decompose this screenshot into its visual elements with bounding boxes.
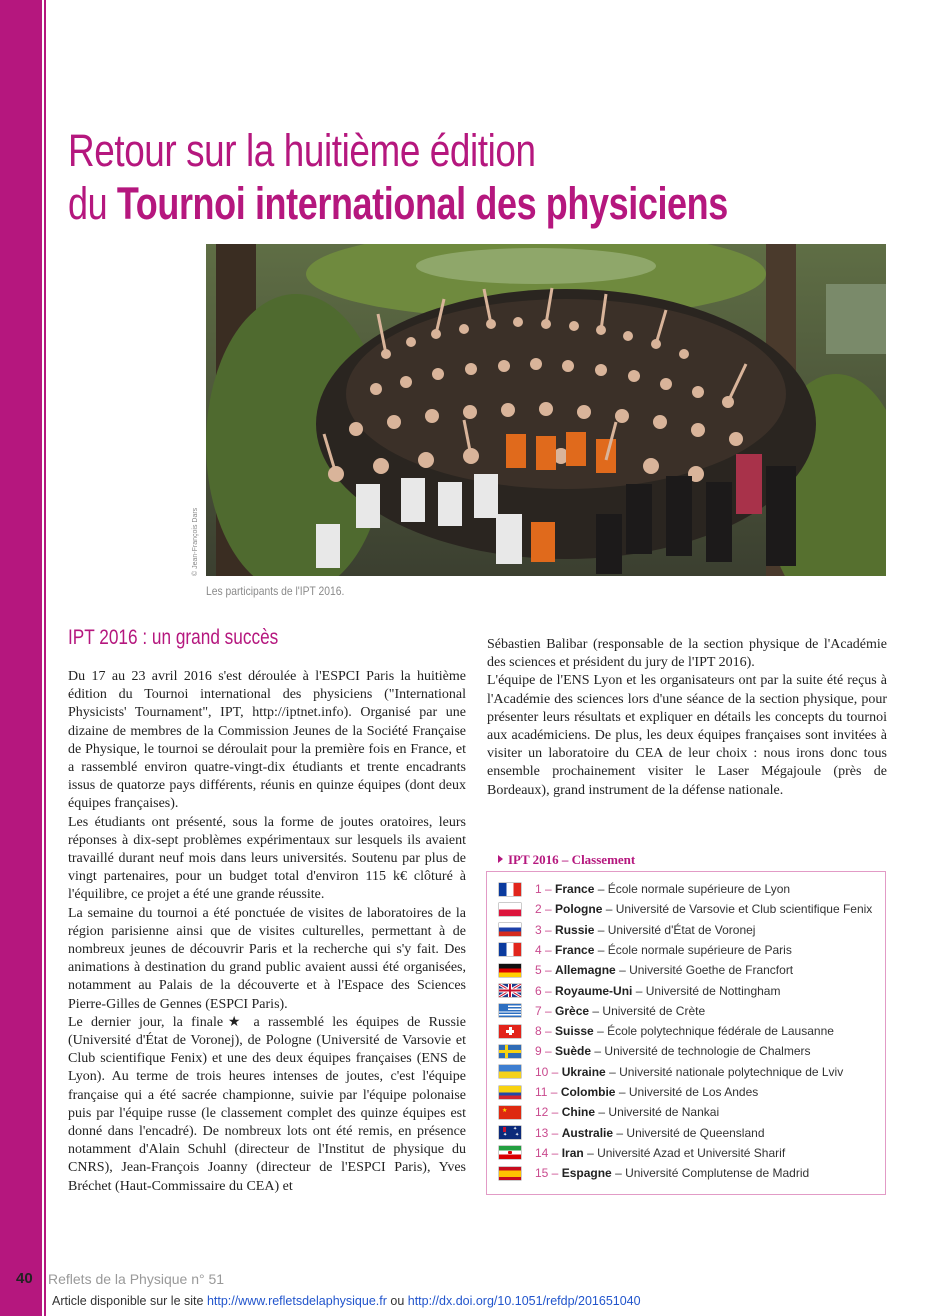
page-number: 40: [16, 1270, 33, 1287]
rank-number: 2 –: [535, 902, 552, 917]
rank-university: – Université de Crète: [592, 1003, 706, 1018]
rank-number: 8 –: [535, 1024, 552, 1039]
ranking-row: [499, 940, 879, 960]
ranking-row: [499, 1021, 879, 1041]
article-availability: [52, 1294, 641, 1308]
ranking-row: [499, 1123, 879, 1143]
ranking-title-text: IPT 2016 – Classement: [508, 852, 636, 867]
rank-university: – Université de Nottingham: [635, 983, 781, 998]
rank-country: Australie: [561, 1125, 614, 1140]
rank-number: 11 –: [535, 1085, 558, 1099]
flag-australia-icon: ✦ ✦ ✦: [499, 1126, 521, 1139]
rank-university: – Université de Nankai: [598, 1105, 720, 1120]
article-title: [68, 124, 908, 230]
rank-university: – Université de Queensland: [616, 1125, 765, 1140]
section-heading: IPT 2016 : un grand succès: [68, 626, 279, 649]
paragraph: Le dernier jour, la finale★ a rassemblé les équipes de Russie (Université d'État de Voronej), de Pologne (Université de Varsovie et Club scientifique Fenix) et une des deux équipes françaises (ENS de Lyon). Au terme de trois heures intenses de joutes, c'est l'équipe française qui a été sacrée championne, suivie par l'équipe polonaise puis par l'équipe russe (le classement complet des quinze équipes est donné dans l'encadré). De nombreux lots ont été remis, en présence notamment d'Alain Schuhl (directeur de l'Institut de physique du CNRS), Jean-François Joanny (directeur de l'ESPCI Paris), Yves Bréchet (Haut-Commissaire du CEA) et: [68, 1014, 466, 1194]
rank-number: 12 –: [535, 1105, 559, 1120]
paragraph: Du 17 au 23 avril 2016 s'est déroulée à l'ESPCI Paris la huitième édition du Tournoi international des physiciens ("International Physicists' Tournament", IPT, http://iptnet.info). Organisé par une dizaine de membres de la Commission Jeunes de la Société Française de Physique, le tournoi se déroulait pour la première fois en France, et a rassemblé environ quatre-vingt-dix étudiants et trente encadrants issus de quatorze pays différents, réunis en quinze équipes (dont deux équipes françaises).: [68, 669, 466, 812]
rank-country: Suisse: [555, 1024, 594, 1039]
flag-germany-icon: [499, 964, 521, 977]
ranking-row: [499, 1163, 879, 1183]
ranking-row: [499, 920, 879, 940]
site-link[interactable]: http://www.refletsdelaphysique.fr: [206, 1294, 387, 1308]
rank-university: – Université de Varsovie et Club scientifique Fenix: [605, 902, 873, 917]
triangle-icon: [498, 855, 503, 863]
rank-number: 10 –: [535, 1064, 559, 1079]
photo-credit: © Jean-François Dars: [192, 507, 199, 576]
flag-spain-icon: [499, 1167, 521, 1180]
ranking-row: [499, 1082, 879, 1102]
rank-university: – École polytechnique fédérale de Lausanne: [597, 1024, 834, 1039]
ranking-row: [499, 1041, 879, 1061]
rank-country: Royaume-Uni: [555, 983, 633, 998]
rank-country: Grèce: [555, 1003, 590, 1018]
rank-number: 3 –: [535, 922, 552, 937]
rank-university: – Université Azad et Université Sharif: [587, 1145, 786, 1160]
ranking-row: [499, 899, 879, 919]
title-line-1: Retour sur la huitième édition: [68, 125, 536, 176]
flag-united-kingdom-icon: [499, 984, 521, 997]
ranking-row: [499, 1102, 879, 1122]
rank-number: 7 –: [535, 1003, 552, 1018]
rank-university: – Université de technologie de Chalmers: [594, 1044, 811, 1059]
rank-country: Allemagne: [555, 963, 616, 978]
flag-china-icon: ★: [499, 1106, 521, 1119]
flag-switzerland-icon: [499, 1025, 521, 1038]
magazine-name: Reflets de la Physique n° 51: [48, 1271, 225, 1287]
title-bold: Tournoi international des physiciens: [116, 178, 728, 229]
rank-country: Pologne: [555, 902, 603, 917]
left-column: [68, 668, 466, 1196]
ranking-row: [499, 1001, 879, 1021]
ranking-row: [499, 960, 879, 980]
rank-country: France: [555, 882, 595, 896]
rank-country: Suède: [555, 1044, 592, 1059]
ranking-box: [486, 871, 886, 1195]
flag-france-icon: [499, 943, 521, 956]
ranking-row: [499, 1143, 879, 1163]
flag-sweden-icon: [499, 1045, 521, 1058]
rank-country: Russie: [555, 922, 595, 937]
flag-poland-icon: [499, 903, 521, 916]
page-sidebar-rule: [44, 0, 46, 1316]
rank-number: 1 –: [535, 882, 552, 896]
flag-iran-icon: [499, 1146, 521, 1159]
flag-france-icon: [499, 883, 521, 896]
ranking-row: [499, 879, 879, 899]
rank-country: Iran: [561, 1145, 584, 1160]
ranking-row: [499, 1062, 879, 1082]
rank-university: – Université d'État de Voronej: [597, 922, 756, 937]
flag-ukraine-icon: [499, 1065, 521, 1078]
rank-country: Chine: [561, 1105, 596, 1120]
uk-cross-icon: [499, 984, 521, 997]
rank-number: 5 –: [535, 963, 552, 978]
rank-university: – Université Complutense de Madrid: [615, 1166, 810, 1181]
ranking-row: [499, 981, 879, 1001]
paragraph: La semaine du tournoi a été ponctuée de visites de laboratoires de la région parisienne ainsi que de visites culturelles, permettant à de nombreux jeunes de découvrir Paris et la recherche qui s'y fait. Des animations à destination du grand public avaient aussi été organisées, notamment au Palais de la découverte et à l'Espace des Sciences Pierre-Gilles de Gennes (ESPCI Paris).: [68, 905, 466, 1012]
rank-number: 15 –: [535, 1166, 559, 1181]
group-photo-illustration: [206, 244, 886, 576]
title-prefix: du: [68, 178, 117, 229]
rank-country: Colombie: [560, 1085, 616, 1099]
flag-colombia-icon: [499, 1086, 521, 1099]
paragraph: Les étudiants ont présenté, sous la forme de joutes oratoires, leurs réponses à dix-sept problèmes expérimentaux sur lesquels ils avaient travaillé durant neuf mois dans leurs universités. Soutenu par plus de vingt partenaires, pour un budget total d'environ 115 k€ clôturé à l'équilibre, ce projet a été une grande réussite.: [68, 814, 466, 903]
rank-number: 13 –: [535, 1125, 559, 1140]
doi-link[interactable]: http://dx.doi.org/10.1051/refdp/201651040: [407, 1294, 641, 1308]
availability-middle: ou: [386, 1294, 408, 1308]
right-column: [487, 636, 887, 800]
rank-university: – Université nationale polytechnique de Lviv: [609, 1064, 844, 1079]
rank-number: 4 –: [535, 942, 552, 957]
rank-number: 9 –: [535, 1044, 552, 1059]
paragraph: Sébastien Balibar (responsable de la section physique de l'Académie des sciences et président du jury de l'IPT 2016).: [487, 637, 887, 671]
rank-number: 6 –: [535, 983, 552, 998]
flag-russia-icon: [499, 923, 521, 936]
rank-country: Ukraine: [561, 1064, 606, 1079]
rank-number: 14 –: [535, 1145, 559, 1160]
ranking-box-title: [498, 852, 635, 868]
rank-university: – Université de Los Andes: [618, 1085, 759, 1099]
flag-greece-icon: [499, 1004, 521, 1017]
group-photo: [206, 244, 886, 576]
availability-prefix: Article disponible sur le site: [52, 1294, 207, 1308]
paragraph: L'équipe de l'ENS Lyon et les organisateurs ont par la suite été reçus à l'Académie des sciences lors d'une séance de la section physique, pour présenter leurs résultats et expliquer en détails les concepts du tournoi aux académiciens. De plus, les deux équipes françaises sont invitées à visiter un laboratoire du CEA de leur choix : nous irons donc tous ensemble prochainement visiter le Laser Mégajoule (près de Bordeaux), grand instrument de la défense nationale.: [487, 673, 887, 798]
rank-country: Espagne: [561, 1166, 612, 1181]
rank-country: France: [555, 942, 595, 957]
title-line-2: [68, 177, 740, 230]
rank-university: – École normale supérieure de Lyon: [597, 882, 791, 896]
rank-university: – École normale supérieure de Paris: [597, 942, 792, 957]
page-sidebar-band: [0, 0, 42, 1316]
rank-university: – Université Goethe de Francfort: [619, 963, 794, 978]
photo-caption: Les participants de l'IPT 2016.: [206, 584, 345, 598]
